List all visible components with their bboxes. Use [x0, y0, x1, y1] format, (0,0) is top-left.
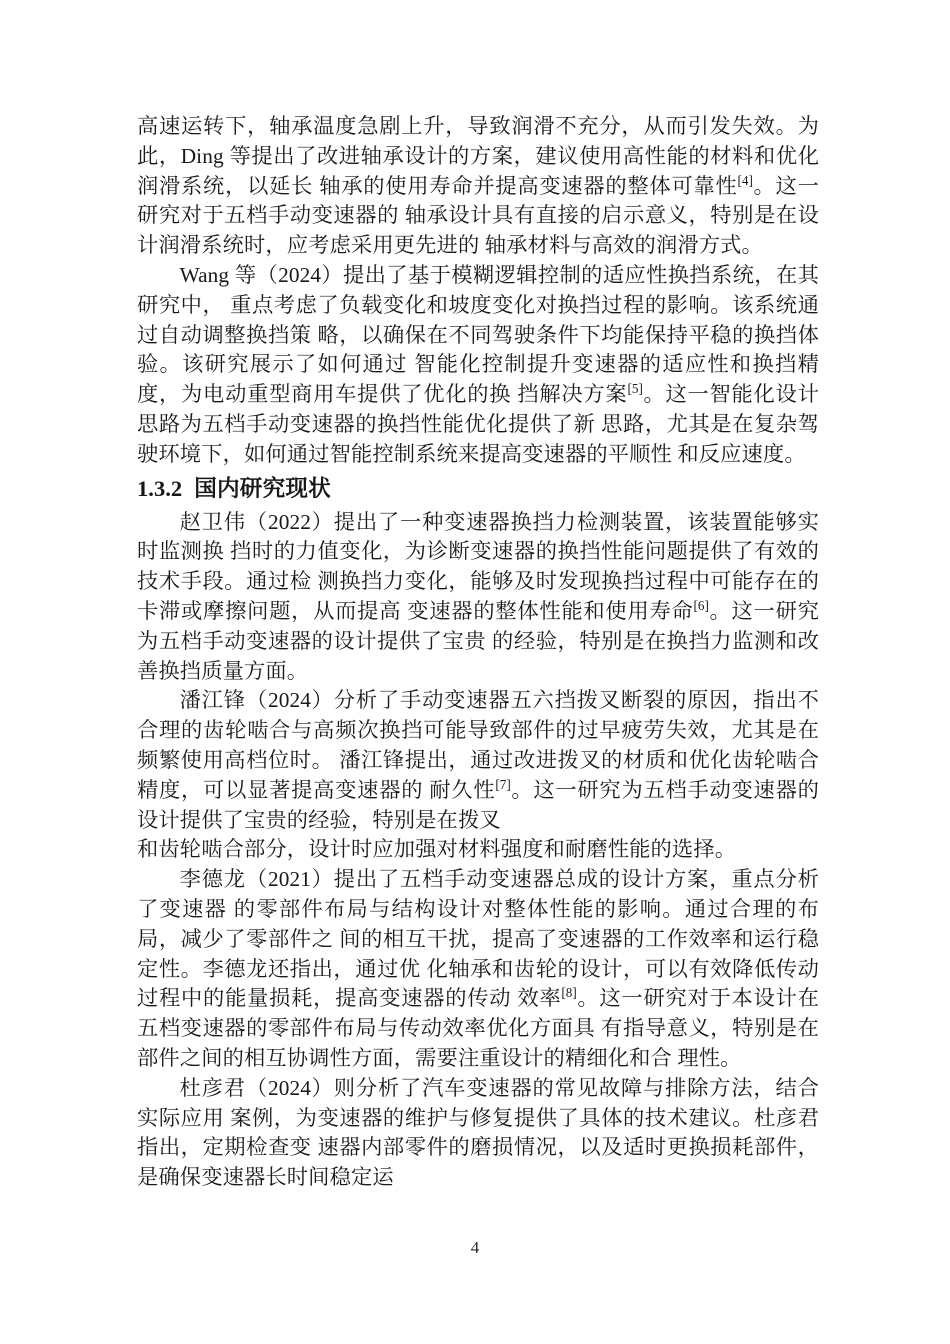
reference-marker: [8] [561, 985, 577, 1001]
paragraph-wang: Wang 等（2024）提出了基于模糊逻辑控制的适应性换挡系统，在其研究中， 重点考虑了负载变化和坡度变化对换挡过程的影响。该系统通过自动调整换挡策 略，以确保在不同驾驶条件下均能保持平稳的换挡体验。该研究展示了如何通过 智能化控制提升变速器的适应性和换挡精度，为电动重型商用车提供了优化的换 挡解决方案[5]。这一智能化设计思路为五档手动变速器的换挡性能优化提供了新 思路，尤其是在复杂驾驶环境下，如何通过智能控制系统来提高变速器的平顺性 和反应速度。 [137, 262, 819, 466]
page-number: 4 [470, 1238, 480, 1257]
section-heading-1-3-2 [137, 472, 819, 506]
reference-marker: [7] [495, 776, 511, 792]
heading-number: 1.3.2 [137, 475, 183, 501]
paragraph-zhao: 赵卫伟（2022）提出了一种变速器换挡力检测装置，该装置能够实时监测换 挡时的力值变化，为诊断变速器的换挡性能问题提供了有效的技术手段。通过检 测换挡力变化，能够及时发现换挡过程中可能存在的卡滞或摩擦问题，从而提高 变速器的整体性能和使用寿命[6]。这一研究为五档手动变速器的设计提供了宝贵 的经验，特别是在换挡力监测和改善换挡质量方面。 [137, 509, 819, 683]
reference-marker: [5] [627, 381, 643, 397]
reference-marker: [4] [737, 172, 753, 188]
paragraph-pan-continued: 和齿轮啮合部分，设计时应加强对材料强度和耐磨性能的选择。 [137, 837, 737, 862]
reference-marker: [6] [693, 597, 709, 613]
page-text-column [137, 112, 819, 1193]
heading-title: 国内研究现状 [194, 475, 331, 501]
paragraph-du: 杜彦君（2024）则分析了汽车变速器的常见故障与排除方法，结合实际应用 案例，为变速器的维护与修复提供了具体的技术建议。杜彦君指出，定期检查变 速器内部零件的磨损情况，以及适时更换损耗部件，是确保变速器长时间稳定运 [137, 1075, 819, 1190]
paragraph-li: 李德龙（2021）提出了五档手动变速器总成的设计方案，重点分析了变速器 的零部件布局与结构设计对整体性能的影响。通过合理的布局，减少了零部件之 间的相互干扰，提高了变速器的工作效率和运行稳定性。李德龙还指出，通过优 化轴承和齿轮的设计，可以有效降低传动过程中的能量损耗，提高变速器的传动 效率[8]。这一研究对于本设计在五档变速器的零部件布局与传动效率优化方面具 有指导意义，特别是在部件之间的相互协调性方面，需要注重设计的精细化和合 理性。 [137, 867, 819, 1070]
paragraph-ding: 高速运转下，轴承温度急剧上升，导致润滑不充分，从而引发失效。为此，Ding 等提出了改进轴承设计的方案，建议使用高性能的材料和优化润滑系统，以延长 轴承的使用寿命并提高变速器的整体可靠性[4]。这一研究对于五档手动变速器的 轴承设计具有直接的启示意义，特别是在设计润滑系统时，应考虑采用更先进的 轴承材料与高效的润滑方式。 [137, 114, 819, 258]
paragraph-pan: 潘江锋（2024）分析了手动变速器五六挡拨叉断裂的原因，指出不合理的齿轮啮合与高频次换挡可能导致部件的过早疲劳失效，尤其是在频繁使用高档位时。 潘江锋提出，通过改进拨叉的材质和优化齿轮啮合精度，可以显著提高变速器的 耐久性[7]。这一研究为五档手动变速器的设计提供了宝贵的经验，特别是在拨叉 [137, 688, 819, 832]
